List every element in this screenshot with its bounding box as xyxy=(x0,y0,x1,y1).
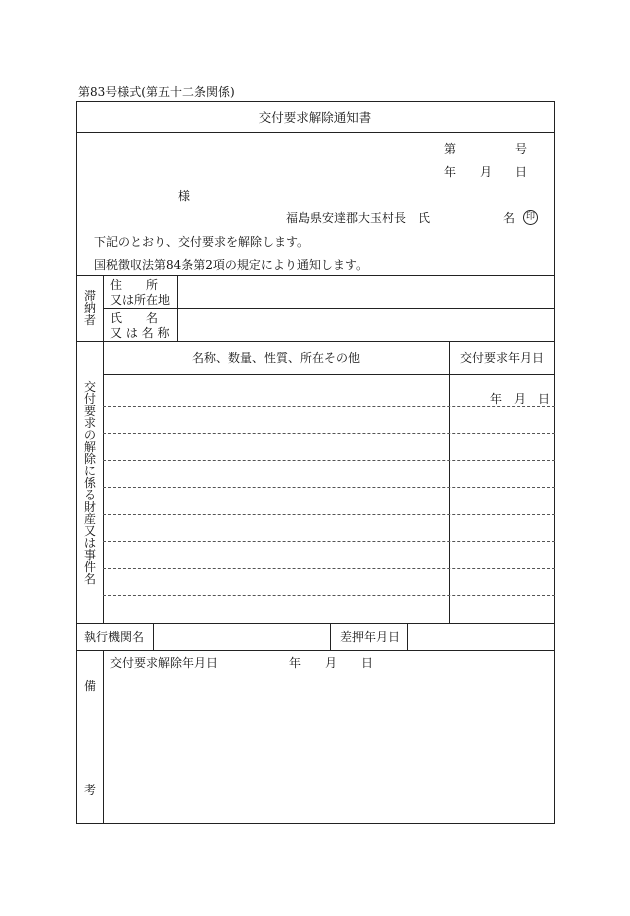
notice-line-2: 国税徴収法第84条第2項の規定により通知します。 xyxy=(94,258,368,272)
form-frame xyxy=(76,101,555,824)
name-label-top: 氏 名 xyxy=(110,311,159,325)
document-title: 交付要求解除通知書 xyxy=(258,110,372,125)
number-suffix: 号 xyxy=(515,142,528,156)
row-separator xyxy=(103,460,555,461)
divider xyxy=(76,275,555,276)
divider xyxy=(449,341,450,623)
date-day: 日 xyxy=(515,165,528,179)
row-separator xyxy=(103,514,555,515)
delinquent-name-field[interactable] xyxy=(180,313,550,337)
number-prefix: 第 xyxy=(444,142,457,156)
divider xyxy=(76,132,555,133)
divider xyxy=(103,374,555,375)
row-separator xyxy=(103,595,555,596)
row-separator xyxy=(103,541,555,542)
divider xyxy=(76,650,555,651)
column-header-date: 交付要求年月日 xyxy=(459,351,544,365)
divider xyxy=(103,308,555,309)
execution-agency-label: 執行機関名 xyxy=(84,630,145,644)
address-label-top: 住 所 xyxy=(110,278,159,292)
seal-icon: 印 xyxy=(523,210,538,225)
divider xyxy=(407,623,408,650)
issuer-mei: 名 xyxy=(503,211,516,225)
release-date-month: 月 xyxy=(325,656,338,670)
date-month: 月 xyxy=(480,165,493,179)
divider xyxy=(103,650,104,824)
property-section-label: 交付要求の解除に係る財産又は事件名 xyxy=(83,380,96,586)
notice-line-1: 下記のとおり、交付要求を解除します。 xyxy=(94,235,310,249)
delinquent-section-label: 滞納者 xyxy=(83,289,96,327)
divider xyxy=(330,623,331,650)
row-separator xyxy=(103,406,555,407)
divider xyxy=(153,623,154,650)
row-separator xyxy=(103,433,555,434)
remarks-label-top: 備 xyxy=(84,679,97,693)
divider xyxy=(76,341,555,342)
form-number: 第83号様式(第五十二条関係) xyxy=(78,85,235,99)
remarks-label-bottom: 考 xyxy=(84,783,97,797)
row-separator xyxy=(103,487,555,488)
issuer-name: 福島県安達郡大玉村長 氏 xyxy=(286,211,431,225)
column-header-description: 名称、数量、性質、所在その他 xyxy=(191,351,360,365)
addressee-honorific: 様 xyxy=(178,189,191,203)
name-label-bottom: 又 は 名 称 xyxy=(110,326,170,340)
release-date-label: 交付要求解除年月日 xyxy=(110,656,219,670)
date-year: 年 xyxy=(444,165,457,179)
divider xyxy=(103,275,104,623)
property-date-text: 年 月 日 xyxy=(490,392,551,406)
release-date-day: 日 xyxy=(361,656,374,670)
seizure-date-field[interactable] xyxy=(411,628,551,646)
execution-agency-field[interactable] xyxy=(157,628,325,646)
divider xyxy=(76,623,555,624)
address-label-bottom: 又は所在地 xyxy=(110,293,171,307)
delinquent-address-field[interactable] xyxy=(180,280,550,304)
seizure-date-label: 差押年月日 xyxy=(340,630,401,644)
release-date-year: 年 xyxy=(289,656,302,670)
row-separator xyxy=(103,568,555,569)
